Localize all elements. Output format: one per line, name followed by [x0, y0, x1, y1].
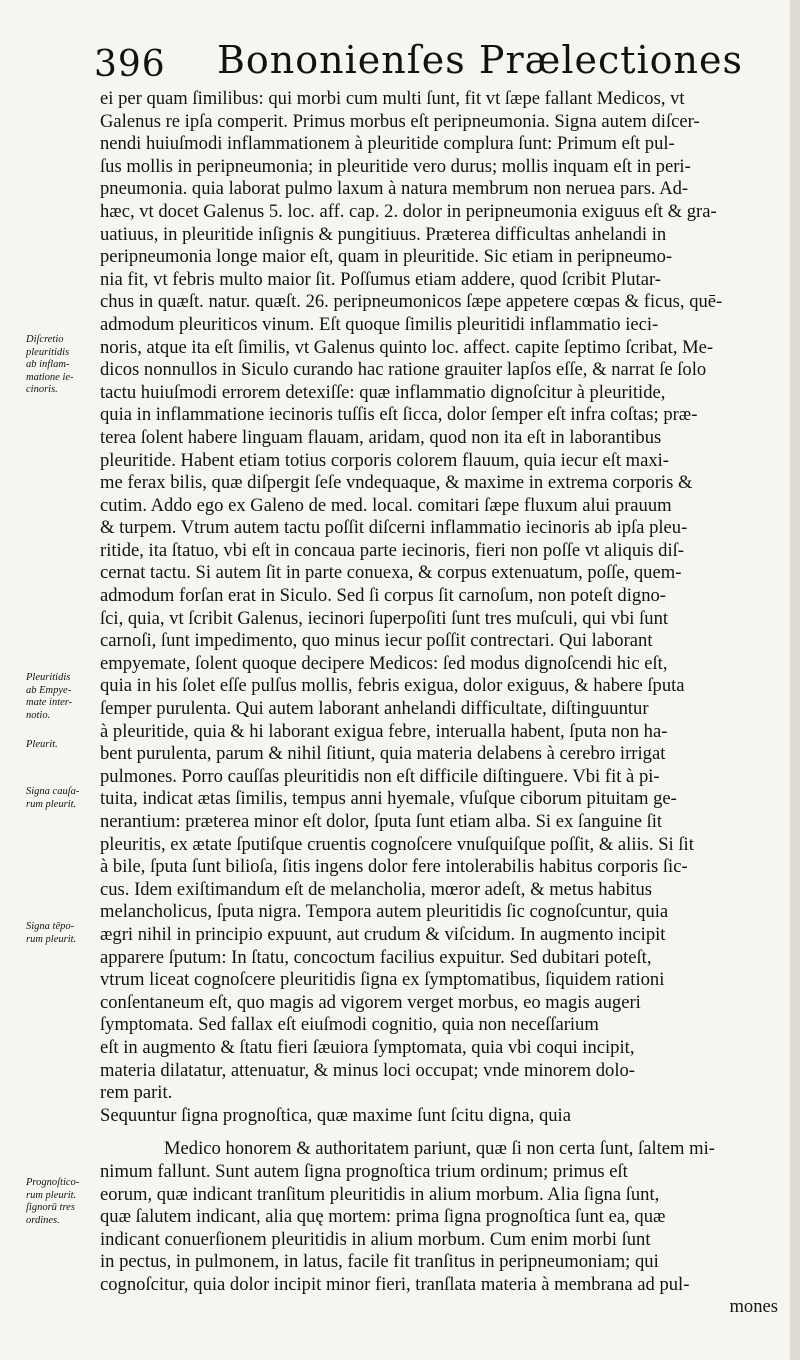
text-line: quæ ſalutem indicant, alia quę mortem: prima ſigna prognoſtica ſunt ea, quæ — [100, 1206, 666, 1228]
marginal-note — [26, 739, 110, 752]
text-line: tactu huiuſmodi errorem detexiſſe: quæ inflammatio dignoſcitur à pleuritide, — [100, 381, 666, 403]
marginal-note — [26, 672, 110, 722]
text-line: ſci, quia, vt ſcribit Galenus, iecinori ſuperpoſiti ſunt tres muſculi, qui vbi ſunt — [100, 607, 669, 629]
text-line: cutim. Addo ego ex Galeno de med. local. comitari ſæpe fluxum alui prauum — [100, 494, 672, 516]
marginal-note-line: rum pleurit. — [26, 933, 77, 945]
text-line: noris, atque ita eſt ſimilis, vt Galenus quinto loc. affect. capite ſeptimo ſcribat, Me- — [100, 336, 714, 358]
text-line: & turpem. Vtrum autem tactu poſſit diſcerni inflammatio iecinoris ab ipſa pleu- — [100, 517, 688, 539]
page-header — [92, 28, 792, 88]
marginal-note-line: pleuritidis — [26, 346, 70, 358]
text-line: cernat tactu. Si autem ſit in parte conuexa, & corpus extenuatum, poſſe, quem- — [100, 562, 682, 584]
marginal-note-line: matione ie- — [26, 371, 74, 383]
marginal-note-line: cinoris. — [26, 384, 58, 395]
text-line: cognoſcitur, quia dolor incipit minor fieri, tranſlata materia à membrana ad pul- — [100, 1273, 690, 1295]
marginal-note-line: rum pleurit. — [26, 1189, 77, 1201]
text-line: indicant conuerſionem pleuritidis in alium morbum. Cum enim morbi ſunt — [100, 1228, 651, 1250]
running-title: Bononienſes Prælectiones — [217, 38, 744, 82]
text-line: dicos nonnullos in Siculo curando hac ratione grauiter lapſos eſſe, & narrat ſe ſolo — [100, 359, 707, 381]
text-line: pneumonia. quia laborat pulmo laxum à natura membrum non neruea pars. Ad- — [100, 178, 689, 200]
text-line: Medico honorem & authoritatem pariunt, quæ ſi non certa ſunt, ſaltem mi- — [164, 1138, 715, 1160]
text-line: pleuritide. Habent etiam totius corporis colorem flauum, quia iecur eſt maxi- — [100, 449, 669, 471]
marginal-note-line: ab inflam- — [26, 359, 70, 370]
text-line: tuita, indicat ætas ſimilis, tempus anni hyemale, vſuſque ciborum pituitam ge- — [100, 788, 677, 810]
text-line: Sequuntur ſigna prognoſtica, quæ maxime ſunt ſcitu digna, quia — [100, 1104, 571, 1126]
text-line: nerantium: præterea minor eſt dolor, ſputa ſunt etiam alba. Si ex ſanguine ſit — [100, 811, 663, 832]
text-line: à pleuritide, quia & hi laborant exigua febre, interualla habent, ſputa non ha- — [100, 720, 668, 742]
marginal-note-line: Prognoſtico- — [26, 1177, 80, 1188]
marginal-note-line: Pleuritidis — [26, 672, 71, 683]
text-line: nimum fallunt. Sunt autem ſigna prognoſtica trium ordinum; primus eſt — [100, 1160, 628, 1182]
text-line: materia dilatatur, attenuatur, & minus loci occupat; vnde minorem dolo- — [100, 1059, 635, 1081]
text-line: empyemate, ſolent quoque decipere Medicos: ſed modus dignoſcendi hic eſt, — [100, 652, 668, 674]
text-line: terea ſolent habere linguam flauam, aridam, quod non ita eſt in laborantibus — [100, 426, 662, 448]
page-edge-shadow — [790, 0, 800, 1360]
paragraph-gap — [100, 1127, 782, 1138]
text-line: cus. Idem exiſtimandum eſt de melancholia, mœror adeſt, & metus habitus — [100, 878, 652, 900]
marginal-note — [26, 1177, 110, 1227]
text-line: conſentaneum eſt, quo magis ad vigorem verget morbus, eo magis augeri — [100, 991, 641, 1013]
text-line: quia in inflammatione iecinoris tuſſis eſt ſicca, dolor ſemper eſt infra coſtas; præ- — [100, 404, 698, 426]
marginal-note-line: Signa tēpo- — [26, 921, 75, 932]
text-line: Galenus re ipſa comperit. Primus morbus eſt peripneumonia. Signa autem diſcer- — [100, 110, 700, 132]
text-line: ægri nihil in principio expuunt, aut crudum & viſcidum. In augmento incipit — [100, 923, 666, 945]
text-line: nendi huiuſmodi inflammationem à pleuritide complura ſunt: Primum eſt pul- — [100, 133, 675, 155]
text-line: ritide, ita ſtatuo, vbi eſt in concaua parte iecinoris, fieri non poſſe vt aliquis diſ- — [100, 539, 684, 561]
text-line: rem parit. — [100, 1082, 173, 1104]
text-line: pleuritis, ex ætate ſputiſque cruentis cognoſcere vnuſquiſque poſſit, & aliis. Si ſit — [100, 833, 694, 855]
text-line: bent purulenta, parum & nihil ſitiunt, quia materia delabens à cerebro irrigat — [100, 743, 666, 765]
text-line: eſt in augmento & ſtatu fieri ſæuiora ſymptomata, quia vbi coqui incipit, — [100, 1036, 635, 1058]
marginal-note-line: Diſcretio — [26, 334, 64, 345]
marginal-note-line: notio. — [26, 709, 51, 721]
marginal-note-line: Signa cauſa- — [26, 786, 80, 797]
text-line: ſymptomata. Sed fallax eſt eiuſmodi cognitio, quia non neceſſarium — [100, 1014, 599, 1036]
text-line: admodum forſan erat in Siculo. Sed ſi corpus ſit carnoſum, non poteſt digno- — [100, 585, 666, 607]
text-line: chus in quæſt. natur. quæſt. 26. peripneumonicos ſæpe appetere cœpas & ficus, quē- — [100, 291, 723, 313]
text-line: apparere ſputum: In ſtatu, concoctum facilius expuitur. Sed dubitari poteſt, — [100, 946, 652, 968]
marginal-note — [26, 334, 110, 397]
marginal-note-line: ordines. — [26, 1214, 60, 1226]
text-line: me ferax bilis, quæ diſpergit ſeſe vndequaque, & maxime in extrema corporis & — [100, 472, 693, 494]
marginal-note-line: Pleurit. — [26, 739, 58, 750]
catchword: mones — [729, 1296, 778, 1318]
text-line: ei per quam ſimilibus: qui morbi cum multi ſunt, fit vt ſæpe fallant Medicos, vt — [100, 88, 685, 109]
text-line: à bile, ſputa ſunt bilioſa, ſitis ingens dolor fere intolerabilis habitus corporis ſic- — [100, 856, 688, 878]
text-line: peripneumonia longe maior eſt, quam in pleuritide. Sic etiam in peripneumo- — [100, 246, 673, 268]
text-line: nia fit, vt febris multo maior ſit. Poſſumus etiam addere, quod ſcribit Plutar- — [100, 268, 661, 290]
text-line: uatiuus, in pleuritide inſignis & pungitiuus. Præterea difficultas anhelandi in — [100, 223, 667, 245]
text-line: ſemper purulenta. Qui autem laborant anhelandi difficultate, diſtinguuntur — [100, 698, 649, 720]
text-line: in pectus, in pulmonem, in latus, facile fit tranſitus in peripneumoniam; qui — [100, 1251, 659, 1273]
marginal-note-line: mate inter- — [26, 697, 73, 708]
text-line: eorum, quæ indicant tranſitum pleuritidis in alium morbum. Alia ſigna ſunt, — [100, 1183, 660, 1205]
text-line: carnoſi, ſunt impedimento, quo minus iecur poſſit contrectari. Qui laborant — [100, 630, 653, 652]
body-text — [100, 88, 782, 1319]
text-line: vtrum liceat cognoſcere pleuritidis ſigna ex ſymptomatibus, ſiquidem rationi — [100, 969, 665, 991]
marginal-note — [26, 786, 110, 811]
marginal-note-line: rum pleurit. — [26, 798, 77, 810]
text-line: ſus mollis in peripneumonia; in pleuritide vero durus; mollis inquam eſt in peri- — [100, 155, 691, 177]
text-line: hæc, vt docet Galenus 5. loc. aff. cap. 2. dolor in peripneumonia exiguus eſt & gra- — [100, 200, 717, 222]
page-number: 396 — [94, 44, 166, 85]
text-line: pulmones. Porro cauſſas pleuritidis non eſt difficile diſtinguere. Vbi fit à pi- — [100, 765, 660, 787]
text-line: melancholicus, ſputa nigra. Tempora autem pleuritidis ſic cognoſcuntur, quia — [100, 901, 669, 923]
text-line: quia in his ſolet eſſe pulſus mollis, febris exigua, dolor exiguus, & habere ſputa — [100, 675, 685, 697]
marginal-note-line: ſignorū tres — [26, 1202, 75, 1213]
marginal-note — [26, 921, 110, 946]
marginal-note-line: ab Empye- — [26, 684, 72, 696]
text-line: admodum pleuriticos vinum. Eſt quoque ſimilis pleuritidi inflammatio ieci- — [100, 313, 659, 335]
